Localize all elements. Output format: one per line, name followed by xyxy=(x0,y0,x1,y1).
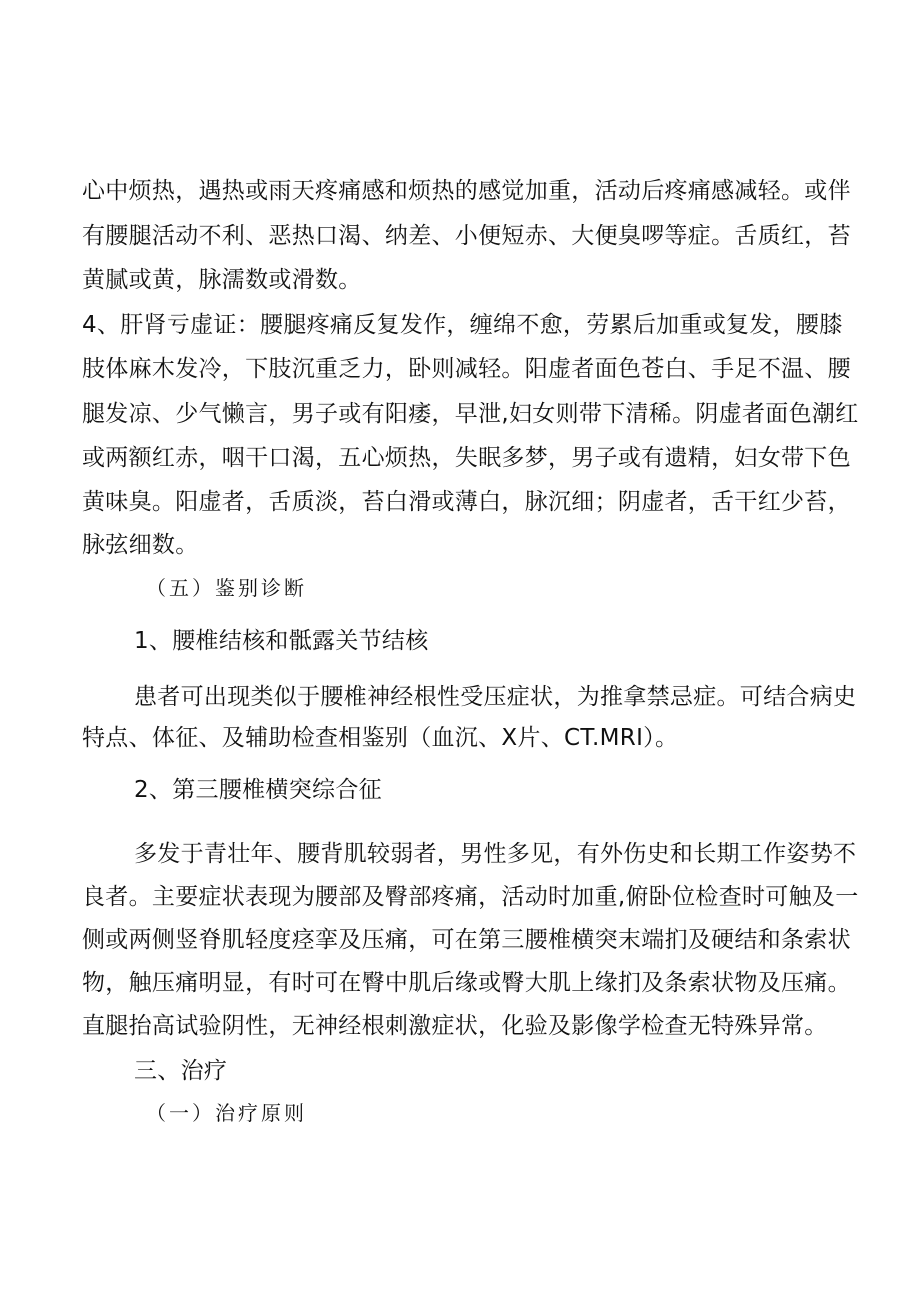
text-line-9: 脉弦细数。 xyxy=(82,532,199,558)
text-line-6: 腿发凉、少气懒言，男子或有阳痿，早泄,妇女则带下清稀。阴虚者面色潮红 xyxy=(82,401,859,427)
section-heading-differential-diagnosis: （五）鉴别诊断 xyxy=(146,576,307,600)
text-line-16: 良者。主要症状表现为腰部及臀部疼痛，活动时加重,俯卧位检查时可触及一 xyxy=(82,884,859,910)
text-line-1: 心中烦热，遇热或雨天疼痛感和烦热的感觉加重，活动后疼痛感减轻。或伴 xyxy=(82,178,851,204)
text-line-8: 黄味臭。阳虚者，舌质淡，苔白滑或薄白，脉沉细；阴虚者，舌干红少苔， xyxy=(82,489,851,515)
text-line-12: 患者可出现类似于腰椎神经根性受压症状，为推拿禁忌症。可结合病史 xyxy=(134,684,857,710)
text-line-19: 直腿抬高试验阴性，无神经根刺激症状，化验及影像学检查无特殊异常。 xyxy=(82,1013,828,1039)
subheading-lumbar-tuberculosis: 1、腰椎结核和骶露关节结核 xyxy=(134,628,429,654)
subheading-third-lumbar-syndrome: 2、第三腰椎横突综合征 xyxy=(134,777,382,803)
text-line-2: 有腰腿活动不利、恶热口渴、纳差、小便短赤、大便臭啰等症。舌质红，苔 xyxy=(82,223,851,249)
subheading-treatment-principles: （一）治疗原则 xyxy=(146,1101,307,1125)
text-line-15: 多发于青壮年、腰背肌较弱者，男性多见，有外伤史和长期工作姿势不 xyxy=(134,841,857,867)
text-line-17: 侧或两侧竖脊肌轻度痉挛及压痛，可在第三腰椎横突末端扪及硬结和条索状 xyxy=(82,927,851,953)
text-line-3: 黄腻或黄，脉濡数或滑数。 xyxy=(82,267,362,293)
text-line-18: 物，触压痛明显，有时可在臀中肌后缘或臀大肌上缘扪及条索状物及压痛。 xyxy=(82,970,851,996)
text-line-4: 4、肝肾亏虚证：腰腿疼痛反复发作，缠绵不愈，劳累后加重或复发，腰膝 xyxy=(82,312,843,338)
text-line-5: 肢体麻木发冷，下肢沉重乏力，卧则减轻。阳虚者面色苍白、手足不温、腰 xyxy=(82,356,851,382)
text-line-13: 特点、体征、及辅助检查相鉴别（血沉、X片、CT.MRI）。 xyxy=(82,725,679,751)
text-line-7: 或两额红赤，咽干口渴，五心烦热，失眠多梦，男子或有遗精，妇女带下色 xyxy=(82,445,851,471)
section-heading-treatment: 三、治疗 xyxy=(134,1058,228,1084)
